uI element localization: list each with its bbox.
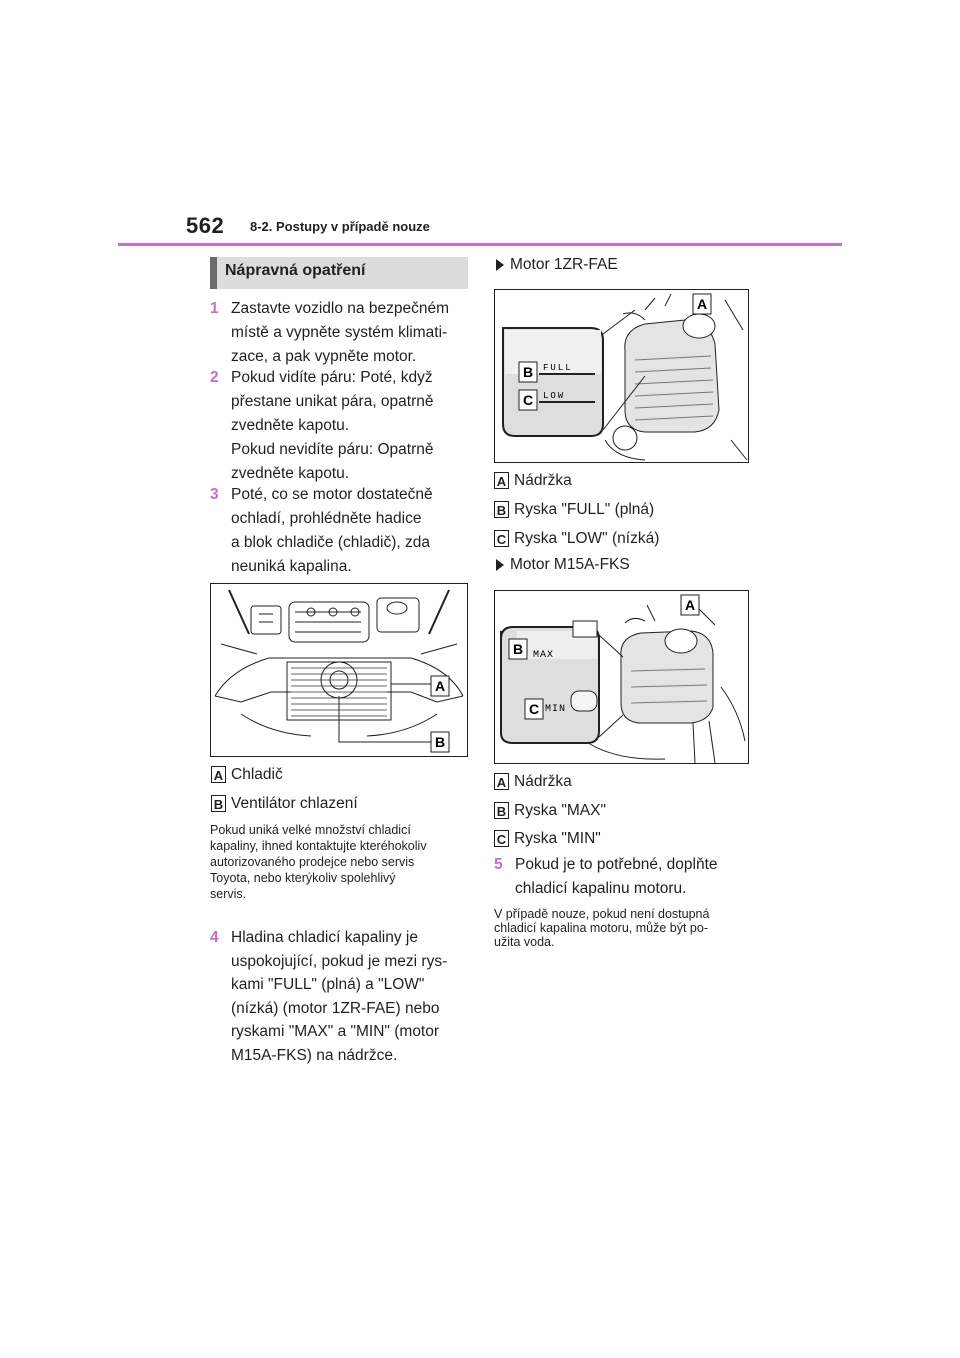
legend-text: Ryska "LOW" (nízká) (514, 530, 660, 547)
reservoir-1zr-figure (494, 289, 749, 463)
legend-m15a-c (494, 829, 744, 849)
note-line: chladicí kapalina motoru, může být po- (494, 921, 708, 935)
legend-text: Ryska "MAX" (514, 802, 606, 819)
figure-label-a: A (696, 296, 708, 312)
figure-label-a: A (684, 597, 696, 613)
legend-key: B (494, 802, 509, 819)
figure-label-c: C (522, 392, 534, 408)
note-line: V případě nouze, pokud není dostupná (494, 907, 710, 921)
step-number: 5 (494, 856, 503, 873)
step-line: ryskami "MAX" a "MIN" (motor (231, 1023, 440, 1040)
step-line: M15A-FKS) na nádržce. (231, 1046, 398, 1064)
legend-text: Chladič (231, 766, 283, 783)
step-line: (nízká) (motor 1ZR-FAE) nebo (231, 999, 440, 1017)
step-line: chladicí kapalinu motoru. (515, 880, 687, 897)
engine-title: Motor 1ZR-FAE (510, 256, 618, 273)
step-2 (210, 366, 480, 486)
legend-m15a-a (494, 772, 744, 792)
legend-text: Nádržka (514, 773, 572, 790)
section-title: 8-2. Postupy v případě nouze (250, 219, 430, 234)
legend-1zr-b (494, 500, 744, 520)
reservoir-1zr-illustration (495, 290, 748, 462)
note-line: Pokud uniká velké množství chladicí (210, 823, 411, 837)
max-mark-text: MAX (533, 650, 555, 661)
step-line: Hladina chladicí kapaliny je (231, 929, 418, 946)
min-mark-text: MIN (545, 704, 567, 715)
legend-key: B (494, 501, 509, 518)
legend-text: Nádržka (514, 472, 572, 489)
figure-label-c: C (528, 701, 540, 717)
section-heading-text: Nápravná opatření (225, 262, 366, 279)
legend-text: Ventilátor chlazení (231, 795, 358, 812)
note-line: autorizovaného prodejce nebo servis (210, 855, 415, 869)
engine-title: Motor M15A-FKS (510, 556, 630, 573)
engine-bay-figure (210, 583, 468, 757)
reservoir-m15a-figure (494, 590, 749, 764)
figure-label-b: B (434, 734, 446, 750)
figure-label-a: A (434, 678, 446, 694)
step-line: místě a vypněte systém klimati- (231, 324, 448, 341)
legend-key: C (494, 530, 509, 547)
engine-1zr-heading (496, 255, 746, 275)
step-line: Pokud nevidíte páru: Opatrně (231, 441, 434, 458)
step-5 (494, 853, 764, 901)
step-line: přestane unikat pára, opatrně (231, 393, 434, 410)
step-line: Pokud je to potřebné, doplňte (515, 856, 718, 873)
step-line: neuniká kapalina. (231, 558, 352, 575)
header-rule (118, 243, 842, 246)
step-3 (210, 483, 480, 579)
legend-key: B (211, 795, 226, 812)
step-line: zvedněte kapotu. (231, 417, 350, 434)
legend-m15a-b (494, 801, 744, 821)
triangle-bullet-icon (496, 259, 504, 271)
legend-key: A (211, 766, 226, 783)
legend-key: C (494, 830, 509, 847)
legend-text: Ryska "FULL" (plná) (514, 501, 655, 518)
note-line: Toyota, nebo kterýkoliv spolehlivý (210, 871, 396, 885)
reservoir-m15a-illustration (495, 591, 748, 763)
note-left (210, 822, 480, 902)
note-line: užita voda. (494, 935, 555, 949)
legend-a (211, 765, 461, 785)
legend-1zr-a (494, 471, 744, 491)
page-number: 562 (186, 213, 225, 238)
legend-key: A (494, 472, 509, 489)
full-mark-text: FULL (543, 363, 573, 373)
step-number: 2 (210, 369, 219, 386)
note-line: servis. (210, 887, 247, 901)
step-line: ochladí, prohlédněte hadice (231, 510, 422, 527)
engine-m15a-heading (496, 555, 746, 575)
note-right (494, 907, 764, 949)
step-line: a blok chladiče (chladič), zda (231, 534, 431, 551)
step-line: Zastavte vozidlo na bezpečném (231, 300, 449, 317)
step-line: uspokojující, pokud je mezi rys- (231, 952, 448, 970)
step-number: 1 (210, 300, 219, 317)
legend-1zr-c (494, 529, 744, 549)
note-line: kapaliny, ihned kontaktujte kteréhokoliv (210, 839, 427, 853)
step-1 (210, 297, 480, 369)
step-line: zvedněte kapotu. (231, 465, 350, 482)
legend-text: Ryska "MIN" (514, 830, 601, 847)
section-heading (210, 257, 468, 289)
step-number: 3 (210, 486, 219, 503)
legend-b (211, 794, 461, 814)
step-line: Pokud vidíte páru: Poté, když (231, 369, 433, 386)
engine-bay-illustration (211, 584, 467, 756)
low-mark-text: LOW (543, 391, 566, 401)
step-number: 4 (210, 929, 219, 946)
step-4 (210, 926, 480, 1070)
figure-label-b: B (522, 364, 534, 380)
step-line: zace, a pak vypněte motor. (231, 348, 417, 365)
triangle-bullet-icon (496, 559, 504, 571)
step-line: kami "FULL" (plná) a "LOW" (231, 976, 425, 993)
legend-key: A (494, 773, 509, 790)
figure-label-b: B (512, 641, 524, 657)
step-line: Poté, co se motor dostatečně (231, 486, 433, 503)
